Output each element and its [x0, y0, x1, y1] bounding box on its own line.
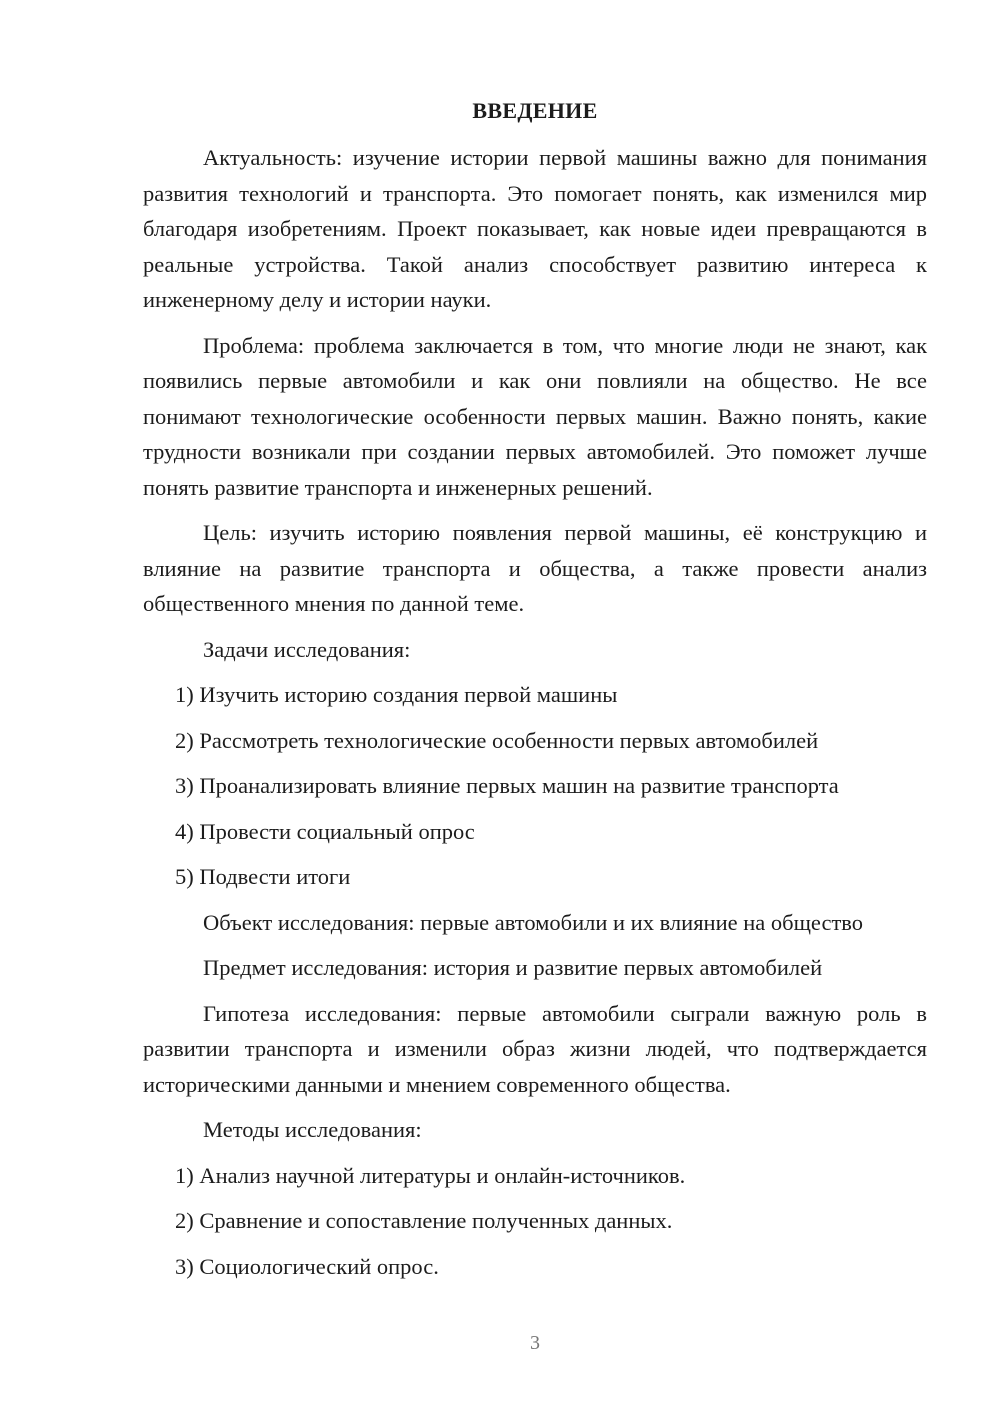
- goal-paragraph: Цель: изучить историю появления первой машины, её конструкцию и влияние на развитие транспорта и общества, а также провести анализ общественного мнения по данной теме.: [143, 520, 927, 616]
- problem-paragraph: Проблема: проблема заключается в том, что многие люди не знают, как появились первые автомобили и как они повлияли на общество. Не все понимают технологические особенности первых машин. Важно понять, какие трудности возникали при создании первых автомобилей. Это поможет лучше понять развитие транспорта и инженерных решений.: [143, 332, 927, 500]
- method-item: 2) Сравнение и сопоставление полученных данных.: [175, 1208, 673, 1233]
- method-item: 1) Анализ научной литературы и онлайн-источников.: [175, 1162, 686, 1188]
- task-item: 2) Рассмотреть технологические особенности первых автомобилей: [175, 727, 819, 753]
- method-item: 3) Социологический опрос.: [175, 1253, 439, 1279]
- task-item: 4) Провести социальный опрос: [175, 818, 475, 844]
- task-item: 3) Проанализировать влияние первых машин на развитие транспорта: [175, 773, 839, 798]
- relevance-paragraph: Актуальность: изучение истории первой машины важно для понимания развития технологий и транспорта. Это помогает понять, как изменился мир благодаря изобретениям. Проект показывает, как новые идеи превращаются в реальные устройства. Такой анализ способствует развитию интереса к инженерному делу и истории науки.: [143, 145, 927, 312]
- page-title: ВВЕДЕНИЕ: [472, 98, 598, 123]
- task-item: 1) Изучить историю создания первой машины: [175, 682, 618, 707]
- task-item: 5) Подвести итоги: [175, 864, 351, 889]
- hypothesis-paragraph: Гипотеза исследования: первые автомобили сыграли важную роль в развитии транспорта и изменили образ жизни людей, что подтверждается историческими данными и мнением современного общества.: [143, 1000, 927, 1097]
- methods-label: Методы исследования:: [203, 1117, 422, 1142]
- page-number: 3: [530, 1332, 540, 1354]
- tasks-label: Задачи исследования:: [203, 636, 411, 662]
- page-content: [143, 96, 927, 1294]
- object-paragraph: Объект исследования: первые автомобили и их влияние на общество: [203, 909, 863, 935]
- subject-paragraph: Предмет исследования: история и развитие первых автомобилей: [203, 955, 823, 980]
